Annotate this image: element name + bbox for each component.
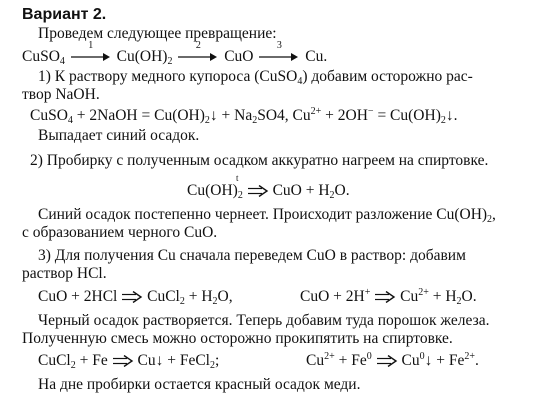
- equation-1: CuSO$_4$ + 2NaOH = $Cu(OH)_2↓ + Na_2SO4$, $Cu^{2+} + 2OH^-$ = $Cu(OH)_2↓$.: [30, 106, 458, 126]
- final-result: На дне пробирки остается красный осадок меди.: [38, 376, 361, 393]
- intro-text: Проведем следующее превращение:: [38, 25, 277, 42]
- arrow-2-icon: 2: [177, 50, 219, 64]
- double-arrow-icon: [374, 291, 396, 303]
- step3-observation: Черный осадок растворяется. Теперь добавим туда порошок железа.: [38, 312, 490, 329]
- step3-text: 3) Для получения Cu сначала переведем CuO в раствор: добавим: [38, 247, 466, 264]
- equation-3-ionic: CuO + 2H+ $Cu^{2+} + H_2O$.: [300, 287, 477, 307]
- equation-4-molecular: CuCl$_2$ + Fe Cu↓ + FeCl$_2$;: [38, 352, 220, 371]
- arrow-1-icon: 1: [70, 50, 112, 64]
- double-arrow-icon: [247, 185, 269, 197]
- down-arrow-icon: ↓: [209, 107, 218, 124]
- step2-observation: Синий осадок постепенно чернеет. Происходит разложение $Cu(OH)_2$,: [38, 206, 496, 225]
- chain-cuo: CuO: [224, 48, 254, 65]
- transformation-chain: CuSO$_4$ 1 $Cu(OH)_2$ 2 CuO 3 Cu.: [22, 40, 328, 67]
- step3-text-cont: раствор HCl.: [22, 265, 107, 282]
- chain-cu: Cu.: [305, 48, 328, 65]
- step2-text: 2) Пробирку с полученным осадком аккуратно нагреем на спиртовке.: [30, 152, 489, 169]
- equation-3-molecular: CuO + 2HCl CuCl$_2$ + $H_2O$,: [38, 288, 233, 307]
- variant-title: Вариант 2.: [22, 6, 107, 23]
- equation-4-ionic: $Cu^{2+} + Fe^0$ $Cu^0↓ + Fe^{2+}$.: [306, 351, 479, 369]
- heat-mark: t: [236, 173, 239, 183]
- step1-text: 1) К раствору медного купороса (CuSO$_4$) добавим осторожно рас-: [38, 68, 473, 87]
- arrow-3-icon: 3: [258, 50, 300, 64]
- step2-observation-cont: с образованием черного CuO.: [22, 224, 218, 241]
- double-arrow-icon: [112, 355, 134, 367]
- step3-observation-cont: Полученную смесь можно осторожно прокипятить на спиртовке.: [22, 330, 453, 347]
- double-arrow-icon: [121, 291, 143, 303]
- down-arrow-icon: ↓: [445, 107, 454, 124]
- step1-text-cont: твор NaOH.: [22, 86, 100, 103]
- chain-cuso4: CuSO: [22, 48, 60, 65]
- chain-cuoh2: Cu(OH): [116, 48, 168, 65]
- down-arrow-icon: ↓: [155, 352, 164, 369]
- down-arrow-icon: ↓: [424, 352, 433, 369]
- step1-result: Выпадает синий осадок.: [38, 127, 200, 144]
- equation-2: $Cu(OH)_2$ CuO + $H_2O$.: [187, 182, 350, 201]
- double-arrow-icon: [376, 355, 398, 367]
